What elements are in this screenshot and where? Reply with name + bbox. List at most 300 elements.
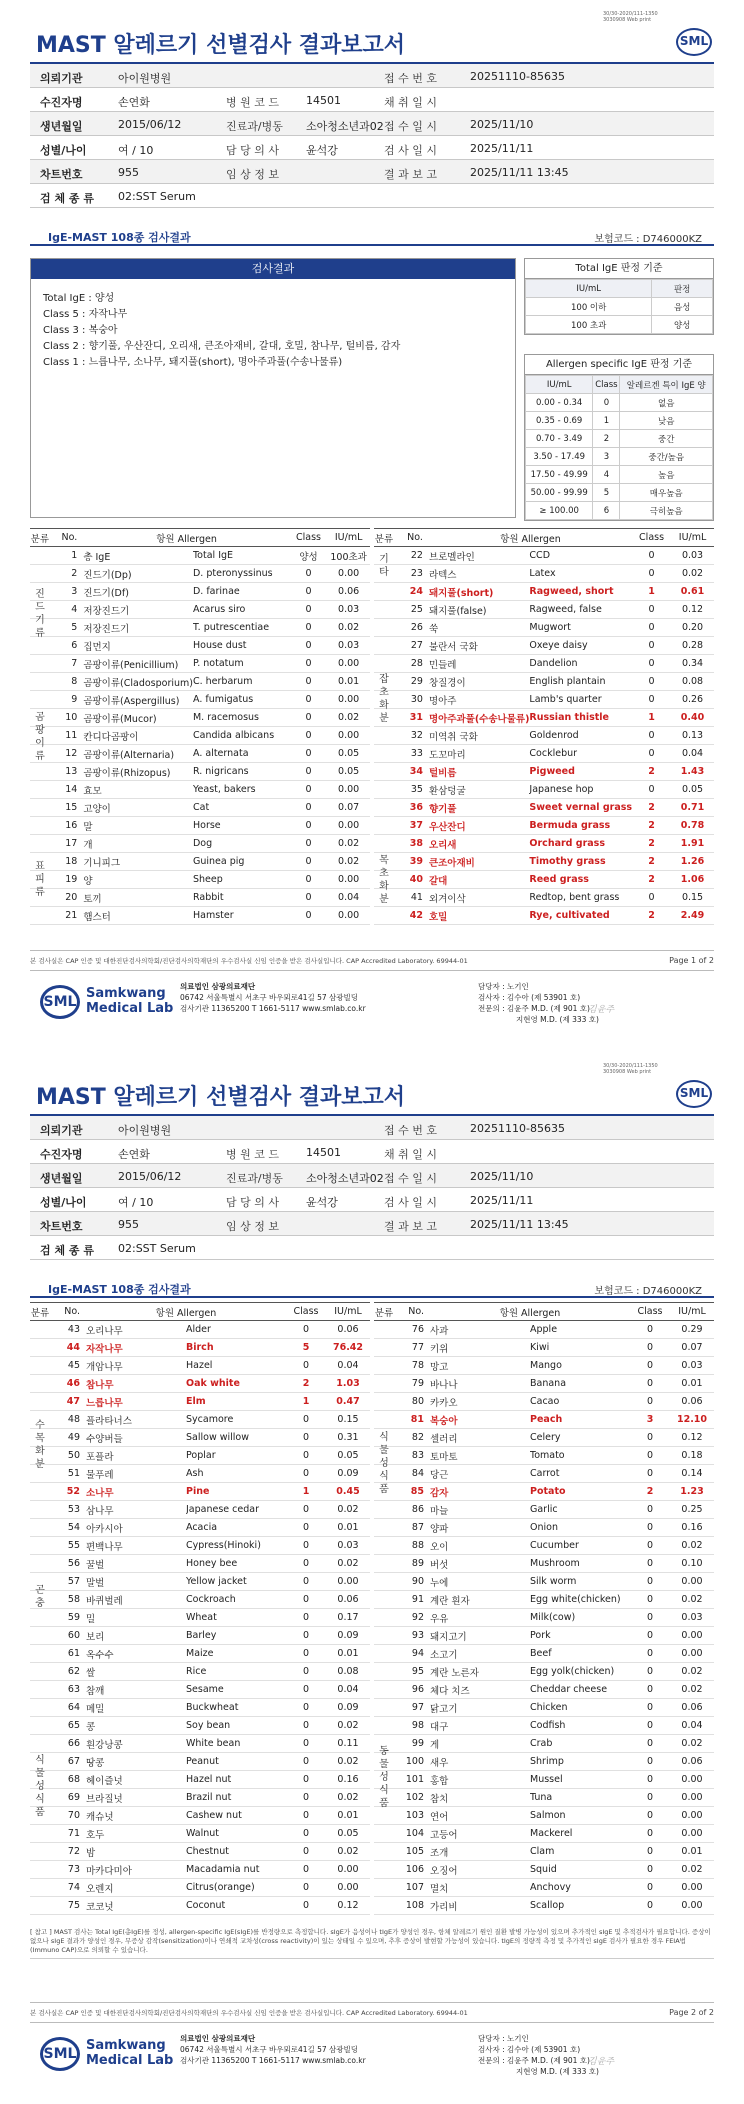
allergen-number: 14: [50, 781, 84, 799]
allergen-number: 107: [394, 1879, 430, 1897]
allergen-class: 0: [286, 1753, 326, 1771]
allergen-number: 106: [394, 1861, 430, 1879]
page-number: Page 1 of 2: [669, 956, 714, 965]
allergen-name-en: Candida albicans: [193, 727, 290, 745]
allergen-number: 61: [50, 1645, 86, 1663]
allergen-row: [30, 1645, 370, 1663]
allergen-class: 0: [290, 619, 327, 637]
allergen-number: 19: [50, 871, 84, 889]
allergen-class: 0: [286, 1627, 326, 1645]
allergen-value: 0.05: [326, 1825, 370, 1843]
allergen-class: 0: [632, 547, 671, 565]
allergen-number: 105: [394, 1843, 430, 1861]
allergen-row: [30, 1501, 370, 1519]
allergen-value: 0.08: [326, 1663, 370, 1681]
allergen-value: 0.00: [326, 1879, 370, 1897]
allergen-row: [30, 1627, 370, 1645]
allergen-row: [30, 583, 370, 601]
allergen-name-ko: 토마토: [430, 1447, 530, 1465]
report-page-1: MAST 알레르기 선별검사 결과보고서 30/30-2020/111-1350 3030908 Web print SML 의뢰기관 아이원병원 접 수 번 호 20251110-85635 수진자명 손연화 병 원 코 드 14501 채 취 일 시 생년월일 2015/06/12 진료과/병동 소아청소년과02 접 수 일 시 2025/11/10 성별/나이 여 / 10 담 당 의 사 윤석강 검 사 일 시 2025/11/11 차트번호 955 임 상 정 보 결 과 보 고 2025/11/11 13:45 검 체 종 류 02:SST Serum IgE-MAST 108종 검사결과 보험코드 : D746000KZ 검사결과 Total IgE : 양성 Class 5 : 자작나무 Class 3 : 복숭아 Class 2 : 향기풀, 우산잔디, 오리새, 큰조아재비, 갈대, 호밀, 참나무, 털비름, 감자 Class 1 : 느릅나무, 소나무, 돼지풀(short), 명아주과풀(수송나물류) Total IgE 판정 기준 IU/mL 판정 100 이하 음성 100 초과 양성 Allergen specific IgE 판정 기준 IU/mL Class 알레르겐 특이 IgE 양 0.00 - 0.34 0 없음 0.35 - 0.69 1 낮음 0.70 - 3.49 2 중간 3.50 - 17.49 3 중간/높음 17.50 - 49.99 4 높음 50.00 - 99.99 5 매우높음 ≥ 100.00 6 극히높음 분류 No. 항원 Allergen Class IU/mL 1 총 IgE Total IgE 양성 100초과 2 진드기(Dp) D. pteronyssinus 0 0.00 3 진드기(Df) D. farinae 0 0.06 4 저장진드기 Acarus siro 0 0.03 5 저장진드기 T. putrescentiae 0 0.02 6 집먼지 House dust 0 0.03 7 곰팡이류(Penicillium) P. notatum 0 0.00 8 곰팡이류(Cladosporium) C. herbarum 0 0.01 9 곰팡이류(Aspergillus) A. fumigatus 0 0.00 10 곰팡이류(Mucor) M. racemosus 0 0.02 11 칸디다곰팡이 Candida albicans 0 0.00 12 곰팡이류(Alternaria) A. alternata 0 0.05 13 곰팡이류(Rhizopus) R. nigricans 0 0.05 14 효모 Yeast, bakers 0 0.00 15 고양이 Cat 0 0.07 16 말 Horse 0 0.00 17 개 Dog 0 0.02 18 기니피그 Guinea pig 0 0.02 19 양 Sheep 0 0.00 20 토끼 Rabbit 0 0.04 21 햄스터 Hamster 0 0.00 분류 No. 항원 Allergen Class IU/mL 22 브로멜라인 CCD 0 0.03 23 라텍스 Latex 0 0.02 24 돼지풀(short) Ragweed, short 1 0.61 25 돼지풀(false) Ragweed, false 0 0.12 26 쑥 Mugwort 0 0.20 27 불란서 국화 Oxeye daisy 0 0.28 28 민들레 Dandelion 0 0.34 29 창질경이 English plantain 0 0.08 30 명아주 Lamb's quarter 0 0.26 31 명아주과풀(수송나물류) Russian thistle 1 0.40 32 미역취 국화 Goldenrod 0 0.13 33 도꼬마리 Cocklebur 0 0.04 34 털비름 Pigweed 2 1.43 35 환삼덩굴 Japanese hop 0 0.05 36 향기풀 Sweet vernal grass 2 0.71 37 우산잔디 Bermuda grass 2 0.78 38 오리새 Orchard grass 2 1.91 39 큰조아재비 Timothy grass 2 1.26 40 갈대 Reed grass 2 1.06 41 외겨이삭 Redtop, bent grass 0 0.15 42 호밀 Rye, cultivated 2 2.49 진 드 기 류 곰 팡 이 류 표 피 류 기 타 잡 초 화 분 목 초 화 분 본 검사실은 CAP 인증 및 대한진단검사의학회/진단검사의학재단의 우수검사실 신임 인증을 받은 검사실입니다. CAP Accredited Laboratory. 69944-01 Page 1 of 2 SML Samkwang Medical Lab 의료법인 삼광의료재단 06742 서울특별시 서초구 바우뫼로41길 57 삼광빌딩 검사기관 11365200 T 1661-5117 www.smlab.co.kr 담당자 : 노기인 검사자 : 김수아 (제 53901 호) 전문의 : 김윤주 M.D. (제 901 호) 지현영 M.D. (제 333 호) 김윤주: [0, 0, 744, 1052]
allergen-name-ko: 집먼지: [83, 637, 193, 655]
samkwang-logo: SML: [40, 985, 80, 1019]
allergen-name-ko: 곰팡이류(Mucor): [83, 709, 193, 727]
report-title: MAST 알레르기 선별검사 결과보고서: [36, 1085, 406, 1110]
allergen-value: 0.09: [326, 1627, 370, 1645]
allergen-number: 7: [50, 655, 84, 673]
allergen-value: 0.45: [326, 1483, 370, 1501]
certification-footer: 본 검사실은 CAP 인증 및 대한진단검사의학회/진단검사의학재단의 우수검사실 신임 인증을 받은 검사실입니다. CAP Accredited Laboratory. 69944-01 Page 2 of 2: [30, 2008, 714, 2017]
allergen-number: 45: [50, 1357, 86, 1375]
allergen-name-ko: 호밀: [429, 907, 529, 925]
allergen-class: 0: [630, 1429, 670, 1447]
allergen-number: 51: [50, 1465, 86, 1483]
allergen-row: [374, 1717, 714, 1735]
sml-logo: SML: [676, 1080, 712, 1108]
table-header: 분류 No. 항원 Allergen Class IU/mL: [30, 529, 370, 547]
allergen-name-en: Coconut: [186, 1897, 286, 1915]
allergen-value: 0.01: [670, 1375, 714, 1393]
allergen-number: 52: [50, 1483, 86, 1501]
allergen-name-en: Sycamore: [186, 1411, 286, 1429]
allergen-value: 0.07: [327, 799, 370, 817]
allergen-number: 28: [394, 655, 429, 673]
allergen-row: [30, 1843, 370, 1861]
allergen-class: 0: [632, 673, 671, 691]
allergen-value: 0.71: [671, 799, 714, 817]
allergen-value: 0.40: [671, 709, 714, 727]
allergen-row: [30, 709, 370, 727]
allergen-class: 0: [286, 1735, 326, 1753]
allergen-name-ko: 향기풀: [429, 799, 529, 817]
allergen-value: 0.02: [327, 853, 370, 871]
allergen-class: 0: [286, 1447, 326, 1465]
allergen-name-ko: 곰팡이류(Alternaria): [83, 745, 193, 763]
allergen-row: [30, 1393, 370, 1411]
allergen-number: 53: [50, 1501, 86, 1519]
allergen-value: 0.15: [671, 889, 714, 907]
allergen-class: 0: [630, 1807, 670, 1825]
allergen-table-left: [30, 1302, 370, 1915]
allergen-class: 0: [290, 691, 327, 709]
allergen-row: [374, 1663, 714, 1681]
allergen-value: 1.06: [671, 871, 714, 889]
allergen-number: 108: [394, 1897, 430, 1915]
allergen-name-en: P. notatum: [193, 655, 290, 673]
allergen-row: [374, 673, 714, 691]
allergen-name-en: English plantain: [529, 673, 632, 691]
report-page-2: MAST 알레르기 선별검사 결과보고서 30/30-2020/111-1350 3030908 Web print SML 의뢰기관 아이원병원 접 수 번 호 20251110-85635 수진자명 손연화 병 원 코 드 14501 채 취 일 시 생년월일 2015/06/12 진료과/병동 소아청소년과02 접 수 일 시 2025/11/10 성별/나이 여 / 10 담 당 의 사 윤석강 검 사 일 시 2025/11/11 차트번호 955 임 상 정 보 결 과 보 고 2025/11/11 13:45 검 체 종 류 02:SST Serum IgE-MAST 108종 검사결과 보험코드 : D746000KZ 분류 No. 항원 Allergen Class IU/mL 43 오리나무 Alder 0 0.06 44 자작나무 Birch 5 76.42 45 개암나무 Hazel 0 0.04 46 참나무 Oak white 2 1.03 47 느릅나무 Elm 1 0.47 48 플라타너스 Sycamore 0 0.15 49 수양버들 Sallow willow 0 0.31 50 포플라 Poplar 0 0.05 51 물푸레 Ash 0 0.09 52 소나무 Pine 1 0.45 53 삼나무 Japanese cedar 0 0.02 54 아카시아 Acacia 0 0.01 55 편백나무 Cypress(Hinoki) 0 0.03 56 꿀벌 Honey bee 0 0.02 57 말벌 Yellow jacket 0 0.00 58 바퀴벌레 Cockroach 0 0.06 59 밀 Wheat 0 0.17 60 보리 Barley 0 0.09 61 옥수수 Maize 0 0.01 62 쌀 Rice 0 0.08 63 참깨 Sesame 0 0.04 64 메밀 Buckwheat 0 0.09 65 콩 Soy bean 0 0.02 66 흰강낭콩 White bean 0 0.11 67 땅콩 Peanut 0 0.02 68 헤이즐넛 Hazel nut 0 0.16 69 브라질넛 Brazil nut 0 0.02 70 캐슈넛 Cashew nut 0 0.01 71 호두 Walnut 0 0.05 72 밤 Chestnut 0 0.02 73 마카다미아 Macadamia nut 0 0.00 74 오렌지 Citrus(orange) 0 0.00 75 코코넛 Coconut 0 0.12 분류 No. 항원 Allergen Class IU/mL 76 사과 Apple 0 0.29 77 키위 Kiwi 0 0.07 78 망고 Mango 0 0.03 79 바나나 Banana 0 0.01 80 카카오 Cacao 0 0.06 81 복숭아 Peach 3 12.10 82 셀러리 Celery 0 0.12 83 토마토 Tomato 0 0.18 84 당근 Carrot 0 0.14 85 감자 Potato 2 1.23 86 마늘 Garlic 0 0.25 87 양파 Onion 0 0.16 88 오이 Cucumber 0 0.02 89 버섯 Mushroom 0 0.10 90 누에 Silk worm 0 0.00 91 계란 흰자 Egg white(chicken) 0 0.02 92 우유 Milk(cow) 0 0.03 93 돼지고기 Pork 0 0.00 94 소고기 Beef 0 0.00 95 계란 노른자 Egg yolk(chicken) 0 0.02 96 체다 치즈 Cheddar cheese 0 0.02 97 닭고기 Chicken 0 0.06 98 대구 Codfish 0 0.04 99 게 Crab 0 0.02 100 새우 Shrimp 0 0.06 101 홍합 Mussel 0 0.00 102 참치 Tuna 0 0.00 103 연어 Salmon 0 0.00 104 고등어 Mackerel 0 0.00 105 조개 Clam 0 0.01 106 오징어 Squid 0 0.02 107 멸치 Anchovy 0 0.00 108 가리비 Scallop 0 0.00 수 목 화 분 곤 충 식 물 성 식 품 식 물 성 식 품 동 물 성 식 품 [ 참고 ] MAST 검사는 Total IgE(총IgE)를 정성, allergen-specific IgE(sIgE)를 반정량으로 측정합니다. sIgE가 음성이나 tIgE가 양성인 경우, 항체 알레르기 원인 질환 발병 가능성이 있으며 추가적인 sIgE 및 추적검사가 필요합니다. 증상이 없으나 sIgE 결과가 양성인 경우, 무증상 감작(sensitization)이나 연쇄적 교차성(cross reactivity)이 있는 상태일 수 있으며, 추후 증상이 발현할 가능성이 있습니다. tIgE의 정량적 측정 및 추가적인 sIgE 검사가 필요한 경우 FEIA법(Immuno CAP)으로 의뢰할 수 있습니다. 본 검사실은 CAP 인증 및 대한진단검사의학회/진단검사의학재단의 우수검사실 신임 인증을 받은 검사실입니다. CAP Accredited Laboratory. 69944-01 Page 2 of 2 SML Samkwang Medical Lab 의료법인 삼광의료재단 06742 서울특별시 서초구 바우뫼로41길 57 삼광빌딩 검사기관 11365200 T 1661-5117 www.smlab.co.kr 담당자 : 노기인 검사자 : 김수아 (제 53901 호) 전문의 : 김윤주 M.D. (제 901 호) 지현영 M.D. (제 333 호) 김윤주: [0, 1052, 744, 2104]
allergen-row: [30, 691, 370, 709]
allergen-row: [30, 835, 370, 853]
allergen-name-ko: 게: [430, 1735, 530, 1753]
allergen-row: [374, 1357, 714, 1375]
allergen-number: 31: [394, 709, 429, 727]
allergen-value: 0.06: [326, 1321, 370, 1339]
allergen-value: 0.03: [671, 547, 714, 565]
allergen-name-ko: 말: [83, 817, 193, 835]
allergen-number: 81: [394, 1411, 430, 1429]
allergen-class: 0: [630, 1465, 670, 1483]
allergen-number: 36: [394, 799, 429, 817]
allergen-name-en: Ragweed, short: [529, 583, 632, 601]
allergen-number: 34: [394, 763, 429, 781]
allergen-name-ko: 쌀: [86, 1663, 186, 1681]
allergen-number: 47: [50, 1393, 86, 1411]
allergen-number: 97: [394, 1699, 430, 1717]
allergen-name-en: Pigweed: [529, 763, 632, 781]
allergen-value: 0.02: [326, 1555, 370, 1573]
allergen-value: 0.06: [670, 1699, 714, 1717]
allergen-value: 0.01: [326, 1645, 370, 1663]
allergen-name-en: Peach: [530, 1411, 630, 1429]
allergen-name-ko: 털비름: [429, 763, 529, 781]
allergen-name-en: Tomato: [530, 1447, 630, 1465]
allergen-value: 0.00: [670, 1789, 714, 1807]
allergen-name-ko: 외겨이삭: [429, 889, 529, 907]
allergen-name-en: Shrimp: [530, 1753, 630, 1771]
allergen-name-en: Redtop, bent grass: [529, 889, 632, 907]
allergen-class: 0: [630, 1393, 670, 1411]
allergen-name-en: Sesame: [186, 1681, 286, 1699]
allergen-number: 65: [50, 1717, 86, 1735]
allergen-class: 0: [286, 1501, 326, 1519]
allergen-name-ko: 총 IgE: [83, 547, 193, 565]
allergen-name-ko: 밤: [86, 1843, 186, 1861]
allergen-name-ko: 아카시아: [86, 1519, 186, 1537]
allergen-number: 66: [50, 1735, 86, 1753]
allergen-row: [30, 1321, 370, 1339]
allergen-value: 0.00: [670, 1897, 714, 1915]
allergen-class: 0: [630, 1609, 670, 1627]
allergen-value: 0.11: [326, 1735, 370, 1753]
allergen-name-en: Cypress(Hinoki): [186, 1537, 286, 1555]
allergen-name-en: Cheddar cheese: [530, 1681, 630, 1699]
allergen-row: [374, 1807, 714, 1825]
allergen-row: [374, 1843, 714, 1861]
allergen-name-ko: 키위: [430, 1339, 530, 1357]
result-summary-box: 검사결과 Total IgE : 양성 Class 5 : 자작나무 Class 3 : 복숭아 Class 2 : 향기풀, 우산잔디, 오리새, 큰조아재비, 갈대, 호밀, 참나무, 털비름, 감자 Class 1 : 느릅나무, 소나무, 돼지풀(short), 명아주과풀(수송나물류): [30, 258, 516, 518]
allergen-row: [30, 1519, 370, 1537]
allergen-name-ko: 돼지고기: [430, 1627, 530, 1645]
allergen-name-en: Scallop: [530, 1897, 630, 1915]
allergen-name-ko: 플라타너스: [86, 1411, 186, 1429]
allergen-name-en: Elm: [186, 1393, 286, 1411]
allergen-number: 102: [394, 1789, 430, 1807]
allergen-name-ko: 사과: [430, 1321, 530, 1339]
allergen-row: [374, 1375, 714, 1393]
allergen-value: 0.12: [326, 1897, 370, 1915]
allergen-number: 67: [50, 1753, 86, 1771]
allergen-number: 58: [50, 1591, 86, 1609]
allergen-class: 0: [290, 637, 327, 655]
allergen-row: [30, 1357, 370, 1375]
allergen-name-en: Sallow willow: [186, 1429, 286, 1447]
allergen-row: [374, 1825, 714, 1843]
allergen-number: 8: [50, 673, 84, 691]
allergen-number: 87: [394, 1519, 430, 1537]
allergen-name-en: Hazel: [186, 1357, 286, 1375]
certification-footer: 본 검사실은 CAP 인증 및 대한진단검사의학회/진단검사의학재단의 우수검사실 신임 인증을 받은 검사실입니다. CAP Accredited Laboratory. 69944-01 Page 1 of 2: [30, 956, 714, 965]
allergen-number: 104: [394, 1825, 430, 1843]
allergen-name-en: Pine: [186, 1483, 286, 1501]
allergen-name-en: Squid: [530, 1861, 630, 1879]
signature: 김윤주: [588, 2057, 615, 2067]
allergen-row: [30, 1825, 370, 1843]
allergen-number: 24: [394, 583, 429, 601]
allergen-name-ko: 갈대: [429, 871, 529, 889]
allergen-value: 0.02: [670, 1681, 714, 1699]
allergen-name-ko: 우유: [430, 1609, 530, 1627]
allergen-name-en: Lamb's quarter: [529, 691, 632, 709]
report-title: MAST 알레르기 선별검사 결과보고서: [36, 33, 406, 58]
allergen-name-ko: 효모: [83, 781, 193, 799]
allergen-row: [30, 1753, 370, 1771]
allergen-class: 0: [290, 583, 327, 601]
allergen-name-en: Salmon: [530, 1807, 630, 1825]
allergen-name-ko: 가리비: [430, 1897, 530, 1915]
allergen-name-en: Onion: [530, 1519, 630, 1537]
allergen-name-en: Goldenrod: [529, 727, 632, 745]
allergen-name-en: Clam: [530, 1843, 630, 1861]
allergen-name-ko: 토끼: [83, 889, 193, 907]
allergen-number: 62: [50, 1663, 86, 1681]
allergen-number: 38: [394, 835, 429, 853]
allergen-row: [30, 871, 370, 889]
allergen-name-en: Brazil nut: [186, 1789, 286, 1807]
allergen-name-ko: 연어: [430, 1807, 530, 1825]
table-header: 분류 No. 항원 Allergen Class IU/mL: [374, 1303, 714, 1321]
allergen-value: 0.06: [670, 1753, 714, 1771]
allergen-number: 92: [394, 1609, 430, 1627]
allergen-name-ko: 당근: [430, 1465, 530, 1483]
allergen-row: [374, 583, 714, 601]
total-ige-criteria: Total IgE 판정 기준 IU/mL 판정 100 이하 음성 100 초과 양성: [524, 258, 714, 335]
allergen-row: [30, 1879, 370, 1897]
allergen-class: 2: [632, 799, 671, 817]
allergen-name-ko: 오리새: [429, 835, 529, 853]
allergen-name-en: Hamster: [193, 907, 290, 925]
allergen-name-en: A. alternata: [193, 745, 290, 763]
allergen-class: 2: [632, 853, 671, 871]
allergen-row: [374, 781, 714, 799]
allergen-name-en: Peanut: [186, 1753, 286, 1771]
allergen-value: 0.02: [326, 1717, 370, 1735]
allergen-class: 0: [286, 1609, 326, 1627]
lab-address: 의료법인 삼광의료재단 06742 서울특별시 서초구 바우뫼로41길 57 삼광빌딩 검사기관 11365200 T 1661-5117 www.smlab.co.kr: [180, 2034, 366, 2065]
allergen-class: 0: [632, 781, 671, 799]
allergen-name-en: Crab: [530, 1735, 630, 1753]
allergen-name-en: D. pteronyssinus: [193, 565, 290, 583]
allergen-number: 71: [50, 1825, 86, 1843]
allergen-class: 0: [630, 1825, 670, 1843]
allergen-value: 1.91: [671, 835, 714, 853]
allergen-name-ko: 삼나무: [86, 1501, 186, 1519]
allergen-name-en: Maize: [186, 1645, 286, 1663]
allergen-name-ko: 오리나무: [86, 1321, 186, 1339]
allergen-class: 0: [290, 817, 327, 835]
allergen-row: [30, 1771, 370, 1789]
allergen-number: 26: [394, 619, 429, 637]
allergen-name-ko: 감자: [430, 1483, 530, 1501]
allergen-name-ko: 소고기: [430, 1645, 530, 1663]
allergen-name-ko: 자작나무: [86, 1339, 186, 1357]
allergen-row: [30, 799, 370, 817]
staff-signatures: 담당자 : 노기인 검사자 : 김수아 (제 53901 호) 전문의 : 김윤주 M.D. (제 901 호) 지현영 M.D. (제 333 호): [478, 982, 599, 1024]
allergen-row: [374, 619, 714, 637]
allergen-name-en: C. herbarum: [193, 673, 290, 691]
allergen-class: 5: [286, 1339, 326, 1357]
allergen-number: 88: [394, 1537, 430, 1555]
allergen-class: 0: [632, 691, 671, 709]
allergen-value: 0.01: [670, 1843, 714, 1861]
allergen-number: 73: [50, 1861, 86, 1879]
allergen-name-ko: 환삼덩굴: [429, 781, 529, 799]
allergen-name-ko: 포플라: [86, 1447, 186, 1465]
allergen-number: 48: [50, 1411, 86, 1429]
signature: 김윤주: [588, 1005, 615, 1015]
allergen-name-en: Mango: [530, 1357, 630, 1375]
allergen-value: 0.00: [327, 871, 370, 889]
allergen-row: [374, 817, 714, 835]
allergen-number: 17: [50, 835, 84, 853]
allergen-row: [374, 1627, 714, 1645]
allergen-name-ko: 편백나무: [86, 1537, 186, 1555]
allergen-class: 0: [286, 1717, 326, 1735]
allergen-number: 18: [50, 853, 84, 871]
allergen-row: [30, 889, 370, 907]
allergen-number: 22: [394, 547, 429, 565]
allergen-name-ko: 돼지풀(false): [429, 601, 529, 619]
allergen-table-left: [30, 528, 370, 925]
allergen-number: 2: [50, 565, 84, 583]
allergen-value: 0.16: [326, 1771, 370, 1789]
allergen-number: 77: [394, 1339, 430, 1357]
allergen-class: 0: [290, 709, 327, 727]
allergen-value: 0.05: [671, 781, 714, 799]
reference-note: [ 참고 ] MAST 검사는 Total IgE(총IgE)를 정성, allergen-specific IgE(sIgE)를 반정량으로 측정합니다. sIgE가 음성이나 tIgE가 양성인 경우, 항체 알레르기 원인 질환 발병 가능성이 있으며 추가적인 sIgE 및 추적검사가 필요합니다. 증상이 없으나 sIgE 결과가 양성인 경우, 무증상 감작(sensitization)이나 연쇄적 교차성(cross reactivity)이 있는 상태일 수 있으며, 추후 증상이 발현할 가능성이 있습니다. tIgE의 정량적 측정 및 추가적인 sIgE 검사가 필요한 경우 FEIA법(Immuno CAP)으로 의뢰할 수 있습니다.: [30, 1928, 714, 1959]
allergen-class: 0: [286, 1429, 326, 1447]
allergen-number: 98: [394, 1717, 430, 1735]
allergen-value: 0.13: [671, 727, 714, 745]
allergen-name-ko: 바퀴벌레: [86, 1591, 186, 1609]
allergen-name-ko: 진드기(Df): [83, 583, 193, 601]
allergen-number: 84: [394, 1465, 430, 1483]
allergen-number: 50: [50, 1447, 86, 1465]
allergen-number: 83: [394, 1447, 430, 1465]
allergen-number: 80: [394, 1393, 430, 1411]
allergen-number: 3: [50, 583, 84, 601]
allergen-name-en: Tuna: [530, 1789, 630, 1807]
allergen-class: 0: [286, 1681, 326, 1699]
allergen-name-ko: 조개: [430, 1843, 530, 1861]
allergen-name-en: House dust: [193, 637, 290, 655]
allergen-value: 0.28: [671, 637, 714, 655]
allergen-value: 0.00: [670, 1879, 714, 1897]
allergen-value: 0.17: [326, 1609, 370, 1627]
allergen-value: 0.25: [670, 1501, 714, 1519]
allergen-number: 12: [50, 745, 84, 763]
allergen-value: 0.00: [327, 655, 370, 673]
allergen-row: [374, 1573, 714, 1591]
allergen-class: 0: [630, 1555, 670, 1573]
allergen-name-en: Celery: [530, 1429, 630, 1447]
allergen-row: [30, 727, 370, 745]
allergen-row: [30, 1429, 370, 1447]
allergen-name-ko: 계란 노른자: [430, 1663, 530, 1681]
allergen-name-en: Soy bean: [186, 1717, 286, 1735]
allergen-number: 15: [50, 799, 84, 817]
allergen-row: [30, 1447, 370, 1465]
allergen-value: 0.00: [326, 1573, 370, 1591]
allergen-name-ko: 저장진드기: [83, 601, 193, 619]
allergen-row: [374, 601, 714, 619]
allergen-name-ko: 망고: [430, 1357, 530, 1375]
allergen-number: 64: [50, 1699, 86, 1717]
allergen-class: 2: [632, 763, 671, 781]
allergen-class: 0: [286, 1897, 326, 1915]
allergen-number: 4: [50, 601, 84, 619]
allergen-class: 0: [630, 1789, 670, 1807]
allergen-name-ko: 오렌지: [86, 1879, 186, 1897]
allergen-name-en: Guinea pig: [193, 853, 290, 871]
allergen-row: [374, 547, 714, 565]
allergen-row: [30, 1735, 370, 1753]
allergen-row: [30, 619, 370, 637]
allergen-class: 2: [632, 835, 671, 853]
table-header: 분류 No. 항원 Allergen Class IU/mL: [374, 529, 714, 547]
allergen-name-en: Macadamia nut: [186, 1861, 286, 1879]
allergen-class: 3: [630, 1411, 670, 1429]
document-number: 30/30-2020/111-1350 3030908 Web print: [603, 11, 658, 23]
allergen-number: 33: [394, 745, 429, 763]
allergen-row: [374, 745, 714, 763]
allergen-value: 0.09: [326, 1699, 370, 1717]
allergen-name-ko: 복숭아: [430, 1411, 530, 1429]
allergen-name-en: Honey bee: [186, 1555, 286, 1573]
allergen-row: [374, 799, 714, 817]
allergen-name-en: Sweet vernal grass: [529, 799, 632, 817]
allergen-name-en: Carrot: [530, 1465, 630, 1483]
allergen-name-en: Cacao: [530, 1393, 630, 1411]
allergen-value: 0.05: [326, 1447, 370, 1465]
allergen-row: [374, 565, 714, 583]
allergen-number: 49: [50, 1429, 86, 1447]
allergen-name-en: T. putrescentiae: [193, 619, 290, 637]
allergen-class: 0: [286, 1825, 326, 1843]
allergen-row: [374, 871, 714, 889]
allergen-number: 21: [50, 907, 84, 925]
allergen-number: 40: [394, 871, 429, 889]
allergen-number: 70: [50, 1807, 86, 1825]
allergen-name-en: Walnut: [186, 1825, 286, 1843]
allergen-number: 89: [394, 1555, 430, 1573]
allergen-number: 1: [50, 547, 84, 565]
allergen-class: 0: [630, 1339, 670, 1357]
allergen-name-ko: 개암나무: [86, 1357, 186, 1375]
allergen-name-ko: 돼지풀(short): [429, 583, 529, 601]
allergen-name-en: Birch: [186, 1339, 286, 1357]
allergen-name-en: CCD: [529, 547, 632, 565]
allergen-class: 0: [286, 1519, 326, 1537]
allergen-name-ko: 민들레: [429, 655, 529, 673]
allergen-row: [374, 1591, 714, 1609]
allergen-number: 103: [394, 1807, 430, 1825]
allergen-row: [30, 637, 370, 655]
group-label: 목 초 화 분: [379, 854, 389, 905]
allergen-name-en: Russian thistle: [529, 709, 632, 727]
allergen-name-en: Horse: [193, 817, 290, 835]
allergen-number: 60: [50, 1627, 86, 1645]
